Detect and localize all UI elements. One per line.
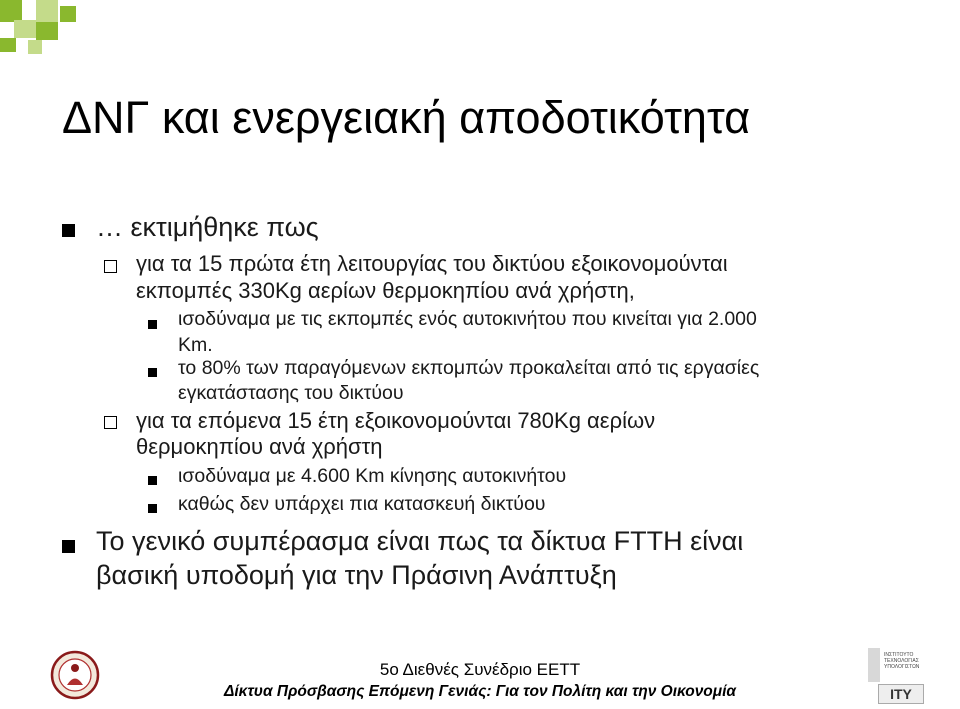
bullet-equiv-km: ισοδύναμα με 4.600 Km κίνησης αυτοκινήτου (178, 465, 567, 487)
conclusion-line2: βασική υποδομή για την Πράσινη Ανάπτυξη (96, 560, 617, 590)
bullet-square-icon (62, 224, 75, 237)
bullet-hollow-square-icon (104, 260, 117, 273)
corner-square (0, 38, 16, 52)
bullet-next15-line1: για τα επόμενα 15 έτη εξοικονομούνται 780Kg αερίων (136, 408, 656, 433)
footer-conference: 5ο Διεθνές Συνέδριο ΕΕΤΤ (379, 660, 581, 679)
corner-square (28, 40, 42, 54)
corner-square (36, 22, 58, 40)
bullet-small-square-icon (148, 504, 157, 513)
bullet-pct80-line1: το 80% των παραγόμενων εκπομπών προκαλείται από τις εργασίες (178, 357, 760, 379)
bullet-small-square-icon (148, 476, 157, 485)
bullet-estimated: … εκτιμήθηκε πως (96, 212, 319, 242)
bullet-equiv-cars-line1: ισοδύναμα με τις εκπομπές ενός αυτοκινήτου που κινείται για 2.000 (178, 308, 757, 330)
bullet-square-icon (62, 540, 75, 553)
bullet-pct80-line2: εγκατάστασης του δικτύου (178, 382, 404, 404)
corner-square (36, 0, 58, 22)
footer-subtitle: Δίκτυα Πρόσβασης Επόμενη Γενιάς: Για τον Πολίτη και την Οικονομία (223, 683, 737, 700)
corner-square (14, 20, 36, 38)
bullet-small-square-icon (148, 320, 157, 329)
bullet-first15-line1: για τα 15 πρώτα έτη λειτουργίας του δικτύου εξοικονομούνται (136, 251, 728, 276)
bullet-equiv-cars-line2: Km. (178, 334, 213, 356)
ity-logo (868, 648, 924, 704)
bullet-hollow-square-icon (104, 416, 117, 429)
logo-institute-text: ΙΝΣΤΙΤΟΥΤΟ ΤΕΧΝΟΛΟΓΙΑΣ ΥΠΟΛΟΓΙΣΤΩΝ (884, 652, 920, 670)
corner-square (0, 0, 22, 22)
bullet-no-construction: καθώς δεν υπάρχει πια κατασκευή δικτύου (178, 493, 546, 515)
logo-ity-text: ITY (878, 684, 924, 704)
bullet-next15-line2: θερμοκηπίου ανά χρήστη (136, 434, 383, 459)
bullet-small-square-icon (148, 368, 157, 377)
bullet-first15-line2: εκπομπές 330Kg αερίων θερμοκηπίου ανά χρήστη, (136, 278, 635, 303)
corner-square (60, 6, 76, 22)
conclusion-line1: Το γενικό συμπέρασμα είναι πως τα δίκτυα FTTH είναι (96, 526, 744, 556)
slide-title: ΔΝΓ και ενεργειακή αποδοτικότητα (62, 92, 751, 143)
logo-bar (868, 648, 880, 682)
